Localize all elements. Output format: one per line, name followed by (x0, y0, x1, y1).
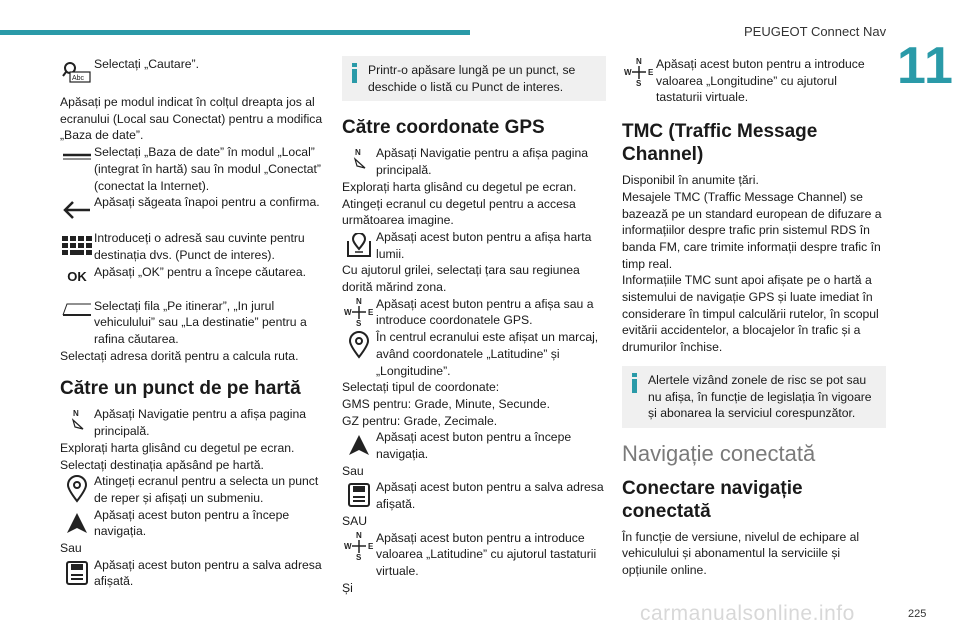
instruction-text: Apăsați acest buton pentru a afișa sau a introduce coordonatele GPS. (376, 296, 594, 328)
instruction-row (60, 230, 326, 263)
abc-keyboard-icon (60, 56, 94, 88)
svg-text:N: N (356, 530, 362, 540)
header-title: PEUGEOT Connect Nav (744, 24, 887, 39)
instruction-text: Selectați fila „Pe itinerar”, „In jurul vehiculului” sau „La destinatie” pentru a rafina căutarea. (94, 298, 307, 347)
nav-arrow-icon (60, 406, 94, 434)
info-box (342, 56, 606, 101)
svg-text:S: S (356, 552, 362, 561)
location-pin-icon (342, 329, 376, 361)
instruction-text: În centrul ecranului este afișat un marcaj, având coordonatele „Latitudine” și „Longitudine”. (376, 330, 599, 378)
paragraph: Explorați harta glisând cu degetul pe ecran. (60, 440, 295, 455)
instruction-row (342, 329, 606, 379)
paragraph: În funcție de versiune, nivelul de echipare al vehiculului și abonamentul la serviciile și opțiunile online. (622, 529, 860, 578)
ok-icon: OK (67, 268, 87, 284)
svg-text:N: N (355, 148, 361, 158)
column-3 (622, 56, 886, 579)
instruction-text: Apăsați acest buton pentru a salva adresa afișată. (94, 557, 322, 589)
instruction-text: Apăsați săgeata înapoi pentru a confirma. (94, 195, 320, 210)
paragraph: Explorați harta glisând cu degetul pe ecran. (342, 179, 577, 194)
grid-keyboard-icon (60, 230, 94, 262)
svg-text:S: S (356, 318, 362, 327)
instruction-text: Apăsați acest buton pentru a afișa harta lumii. (376, 229, 592, 261)
section-heading: Către coordonate GPS (342, 117, 545, 139)
svg-text:W: W (344, 307, 352, 317)
instruction-text: Apăsați acest buton pentru a salva adresa afișată. (376, 480, 604, 512)
compass-icon (622, 56, 656, 88)
paragraph: Informațiile TMC sunt apoi afișate pe o hartă a sistemului de navigație GPS și luate imediat în considerare în timpul calculării rutelor, în scopul evitării accidentelor, a blocajelor în trafic și a drumurilor închise. (622, 273, 879, 355)
paragraph: Mesajele TMC (Traffic Message Channel) se bazează pe un standard european de difuzare a informațiilor despre trafic prin sistemul RDS în banda FM, care trimite informații despre trafic în timp real. (622, 189, 882, 271)
svg-text:E: E (648, 68, 654, 77)
page-number: 225 (908, 608, 927, 620)
instruction-text: Apăsați acest buton pentru a introduce valoarea „Longitudine” cu ajutorul tastaturii virtuale. (656, 57, 865, 105)
svg-text:N: N (356, 296, 362, 306)
nav-arrow-icon (342, 145, 376, 173)
instruction-text: Atingeți ecranul pentru a selecta un punct de reper și afișați un submeniu. (94, 474, 319, 505)
instruction-row (60, 264, 326, 286)
section-heading: Către un punct de pe hartă (60, 378, 301, 400)
instruction-row (622, 56, 886, 106)
instruction-row (60, 406, 326, 439)
instruction-row (60, 473, 326, 506)
paragraph: Disponibil în anumite țări. (622, 173, 759, 188)
svg-text:E: E (368, 307, 374, 317)
svg-text:N: N (636, 57, 642, 66)
header-bar (0, 30, 470, 35)
instruction-text: Selectați „Cautare”. (94, 57, 199, 71)
info-icon (350, 62, 368, 95)
paragraph: Selectați adresa dorită pentru a calcula ruta. (60, 348, 299, 363)
start-navigation-icon (60, 507, 94, 539)
instruction-text: Apăsați acest buton pentru a începe navigația. (376, 430, 572, 462)
svg-text:W: W (624, 68, 632, 77)
info-text: Printr-o apăsare lungă pe un punct, se deschide o listă cu Punct de interes. (368, 63, 576, 94)
svg-text:S: S (636, 79, 642, 87)
instruction-text: Apăsați Navigatie pentru a afișa pagina principală. (376, 146, 589, 178)
instruction-text: Apăsați „OK” pentru a începe căutarea. (94, 264, 307, 279)
svg-text:N: N (73, 409, 79, 419)
instruction-row (60, 507, 326, 540)
chapter-heading: Navigație conectată (622, 440, 816, 466)
compass-icon (342, 296, 376, 328)
world-map-icon (342, 229, 376, 261)
svg-text:Abc: Abc (72, 75, 85, 82)
instruction-text: Apăsați acest buton pentru a introduce valoarea „Latitudine” cu ajutorul tastaturii virtuale. (376, 530, 597, 578)
instruction-row (342, 530, 606, 580)
save-icon (60, 557, 94, 589)
info-text: Alertele vizând zonele de risc se pot sau nu afișa, în funcție de legislația în vigoare și abonarea la serviciul corespunzător. (648, 372, 872, 421)
database-icon (60, 144, 94, 168)
back-arrow-icon (60, 194, 94, 226)
instruction-row (342, 229, 606, 262)
paragraph: GMS pentru: Grade, Minute, Secunde. (342, 396, 550, 411)
instruction-row (60, 557, 326, 590)
instruction-row (60, 144, 326, 194)
paragraph: Apăsați pe modul indicat în colțul dreapta jos al ecranului (Local sau Conectat) pentru a modifica „Baza de date”. (60, 95, 323, 143)
instruction-row (342, 296, 606, 329)
column-2 (342, 56, 606, 596)
paragraph: Sau (342, 463, 364, 478)
paragraph: Cu ajutorul grilei, selectați țara sau regiunea dorită mărind zona. (342, 263, 580, 295)
paragraph: Sau (60, 541, 82, 556)
paragraph: Selectați tipul de coordonate: (342, 380, 500, 395)
instruction-text: Apăsați Navigatie pentru a afișa pagina principală. (94, 407, 307, 439)
info-icon (630, 372, 648, 422)
instruction-row (342, 145, 606, 178)
start-navigation-icon (342, 429, 376, 461)
instruction-row (60, 298, 326, 348)
watermark: carmanualsonline.info (640, 602, 855, 625)
save-icon (342, 479, 376, 511)
tab-icon (60, 298, 94, 320)
paragraph: Și (342, 580, 353, 595)
paragraph: SAU (342, 513, 368, 528)
chapter-number: 11 (897, 37, 954, 95)
location-pin-icon (60, 473, 94, 505)
section-heading: Conectare navigație conectată (622, 477, 803, 522)
instruction-row (60, 56, 326, 88)
instruction-text: Apăsați acest buton pentru a începe navigația. (94, 507, 290, 539)
instruction-text: Selectați „Baza de date” în modul „Local” (integrat în hartă) sau în modul „Conectat” (conectat la Internet). (94, 145, 321, 193)
svg-text:E: E (368, 541, 374, 551)
paragraph: Selectați destinația apăsând pe hartă. (60, 457, 264, 472)
instruction-text: Introduceți o adresă sau cuvinte pentru destinația dvs. (Punct de interes). (94, 231, 305, 262)
instruction-row (342, 429, 606, 462)
info-box (622, 366, 886, 428)
instruction-row (60, 194, 326, 226)
column-1 (60, 56, 326, 590)
compass-icon (342, 530, 376, 562)
instruction-row (342, 479, 606, 512)
section-heading: TMC (Traffic Message Channel) (622, 121, 818, 166)
paragraph: GZ pentru: Grade, Zecimale. (342, 413, 498, 428)
svg-text:W: W (344, 541, 352, 551)
paragraph: Atingeți ecranul cu degetul pentru a accesa următoarea imagine. (342, 196, 576, 228)
